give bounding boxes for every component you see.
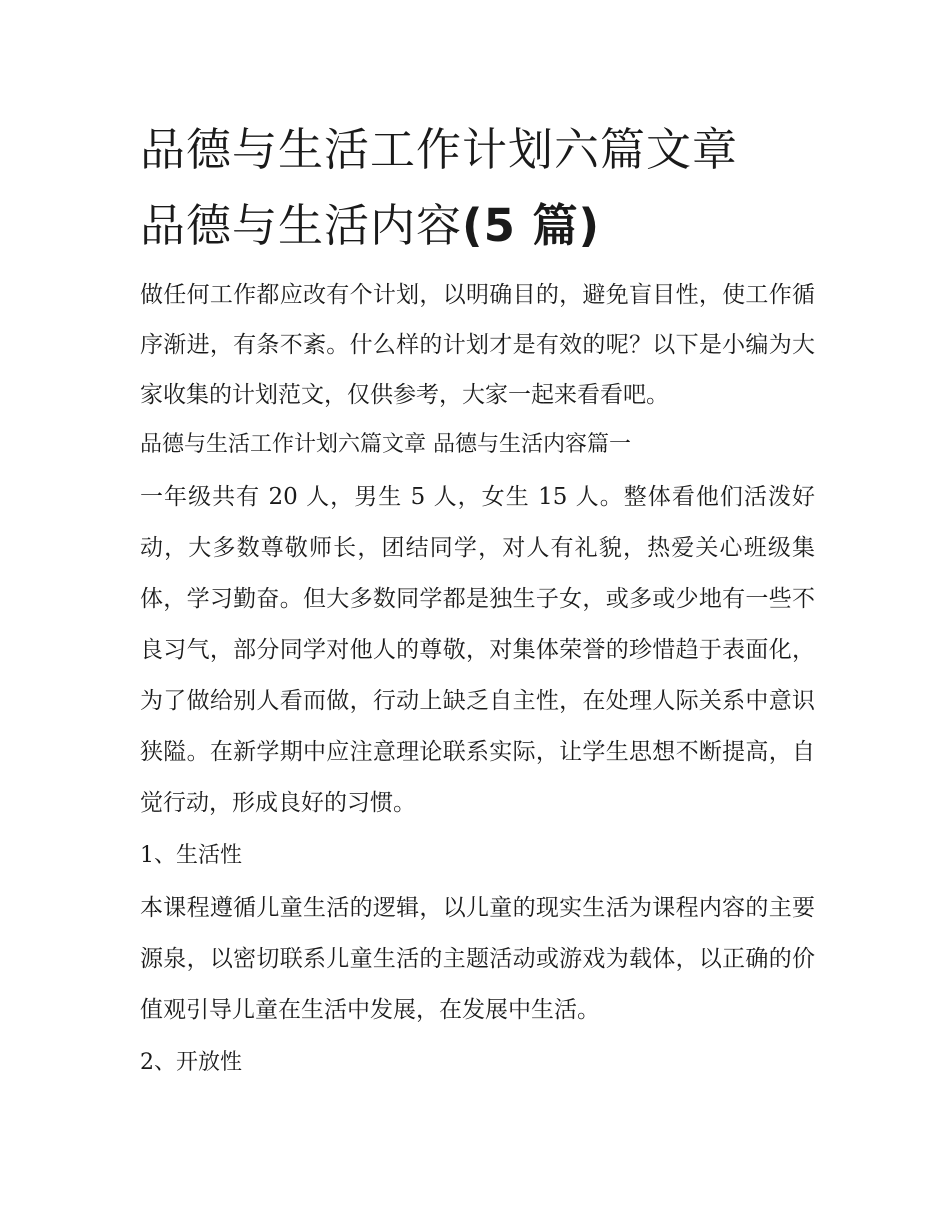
item-heading-1: 1、生活性 bbox=[140, 843, 242, 868]
document-page bbox=[140, 112, 815, 1088]
title-line-1: 品德与生活工作计划六篇文章 bbox=[140, 123, 739, 176]
intro-paragraph: 做任何工作都应改有个计划，以明确目的，避免盲目性，使工作循序渐进，有条不紊。什么样的计划才是有效的呢？以下是小编为大家收集的计划范文，仅供参考，大家一起来看看吧。 bbox=[140, 282, 815, 408]
title-line-2-count: (5 篇) bbox=[462, 199, 601, 252]
title-line-2-text: 品德与生活内容 bbox=[140, 199, 463, 252]
body-paragraph: 一年级共有 20 人，男生 5 人，女生 15 人。整体看他们活泼好动，大多数尊敬师长，团结同学，对人有礼貌，热爱关心班级集体，学习勤奋。但大多数同学都是独生子女，或多或少地有一些不良习气，部分同学对他人的尊敬，对集体荣誉的珍惜趋于表面化，为了做给别人看而做，行动上缺乏自主性，在处理人际关系中意识狭隘。在新学期中应注意理论联系实际，让学生思想不断提高，自觉行动，形成良好的习惯。 bbox=[140, 484, 815, 816]
document-title bbox=[140, 112, 815, 264]
section-heading: 品德与生活工作计划六篇文章 品德与生活内容篇一 bbox=[140, 432, 631, 457]
title-line-2 bbox=[140, 188, 815, 264]
item-paragraph-1: 本课程遵循儿童生活的逻辑，以儿童的现实生活为课程内容的主要源泉，以密切联系儿童生活的主题活动或游戏为载体，以正确的价值观引导儿童在生活中发展，在发展中生活。 bbox=[140, 895, 815, 1023]
item-heading-2: 2、开放性 bbox=[140, 1050, 242, 1075]
